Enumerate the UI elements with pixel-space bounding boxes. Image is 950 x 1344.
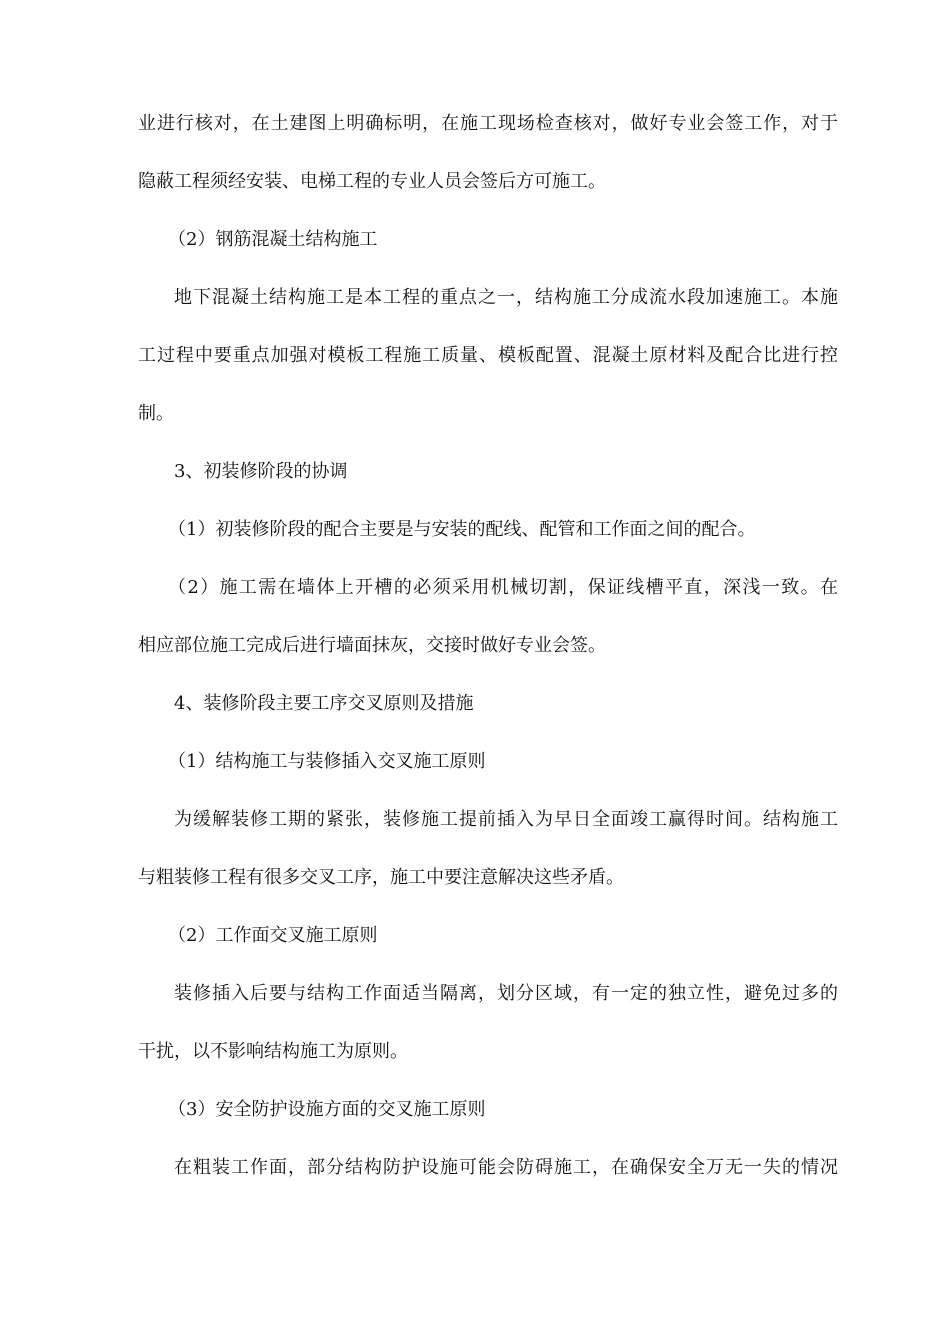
section-heading: 3、初装修阶段的协调 [174,461,348,482]
section-heading: （2）工作面交叉施工原则 [168,925,378,946]
section-heading: （1）结构施工与装修插入交叉施工原则 [168,751,486,772]
paragraph-line: （2）施工需在墙体上开槽的必须采用机械切割，保证线槽平直，深浅一致。在 [168,577,838,598]
paragraph-line: 相应部位施工完成后进行墙面抹灰，交接时做好专业会签。 [138,635,606,656]
section-heading: （3）安全防护设施方面的交叉施工原则 [168,1099,486,1120]
paragraph-line: 为缓解装修工期的紧张，装修施工提前插入为早日全面竣工赢得时间。结构施工 [174,809,838,830]
paragraph-line: 与粗装修工程有很多交叉工序，施工中要注意解决这些矛盾。 [138,867,624,888]
paragraph-line: 干扰，以不影响结构施工为原则。 [138,1041,408,1062]
paragraph-line: 在粗装工作面，部分结构防护设施可能会防碍施工，在确保安全万无一失的情况 [174,1157,838,1178]
section-heading: （2）钢筋混凝土结构施工 [168,229,378,250]
paragraph-line: 装修插入后要与结构工作面适当隔离，划分区域，有一定的独立性，避免过多的 [174,983,838,1004]
paragraph-line: 业进行核对，在土建图上明确标明，在施工现场检查核对，做好专业会签工作，对于 [138,113,838,134]
paragraph-line: （1）初装修阶段的配合主要是与安装的配线、配管和工作面之间的配合。 [168,519,756,540]
section-heading: 4、装修阶段主要工序交叉原则及措施 [174,693,474,714]
paragraph-line: 制。 [138,403,174,424]
paragraph-line: 地下混凝土结构施工是本工程的重点之一，结构施工分成流水段加速施工。本施 [174,287,838,308]
paragraph-line: 隐蔽工程须经安装、电梯工程的专业人员会签后方可施工。 [138,171,606,192]
paragraph-line: 工过程中要重点加强对模板工程施工质量、模板配置、混凝土原材料及配合比进行控 [138,345,838,366]
